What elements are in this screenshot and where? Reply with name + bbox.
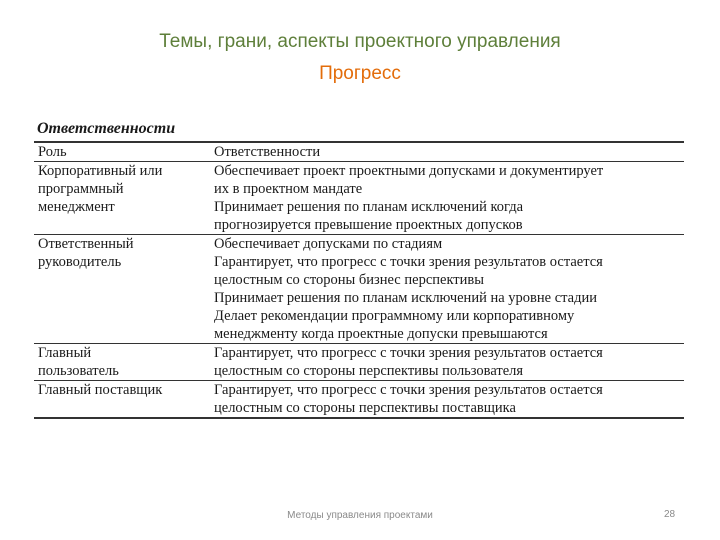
responsibility-line: Гарантирует, что прогресс с точки зрения результатов остается bbox=[214, 254, 603, 270]
slide-subtitle: Прогресс bbox=[319, 63, 401, 84]
responsibility-line: прогнозируется превышение проектных допусков bbox=[214, 217, 523, 233]
role-line: пользователь bbox=[38, 363, 119, 379]
role-cell bbox=[34, 235, 210, 344]
responsibility-line: Принимает решения по планам исключений когда bbox=[214, 199, 524, 215]
role-line: менеджмент bbox=[38, 199, 115, 215]
table-row bbox=[34, 344, 684, 381]
responsibility-line: Обеспечивает допусками по стадиям bbox=[214, 236, 443, 252]
table-row bbox=[34, 235, 684, 344]
section-heading: Ответственности bbox=[37, 120, 176, 137]
responsibility-line: целостным со стороны перспективы поставщика bbox=[214, 400, 516, 416]
responsibility-line: Принимает решения по планам исключений на уровне стадии bbox=[214, 290, 597, 306]
responsibility-line: их в проектном мандате bbox=[214, 181, 363, 197]
slide-title: Темы, грани, аспекты проектного управления bbox=[159, 31, 561, 52]
responsibility-line: целостным со стороны бизнес перспективы bbox=[214, 272, 484, 288]
responsibility-line: менеджменту когда проектные допуски превышаются bbox=[214, 326, 548, 342]
responsibilities-table bbox=[34, 141, 684, 419]
responsibility-line: Обеспечивает проект проектными допусками и документирует bbox=[214, 163, 604, 179]
responsibility-line: целостным со стороны перспективы пользователя bbox=[214, 363, 524, 379]
role-line: Главный поставщик bbox=[38, 382, 163, 398]
responsibility-line: Гарантирует, что прогресс с точки зрения результатов остается bbox=[214, 345, 603, 361]
header-role: Роль bbox=[38, 144, 67, 160]
role-cell bbox=[34, 162, 210, 235]
responsibility-cell bbox=[210, 381, 684, 419]
role-line: Главный bbox=[38, 345, 92, 361]
responsibility-line: Делает рекомендации программному или корпоративному bbox=[214, 308, 575, 324]
responsibility-cell bbox=[210, 235, 684, 344]
table-header-row bbox=[34, 143, 684, 162]
role-line: Ответственный bbox=[38, 236, 134, 252]
role-line: программный bbox=[38, 181, 124, 197]
role-line: Корпоративный или bbox=[38, 163, 163, 179]
responsibility-cell bbox=[210, 344, 684, 381]
role-cell bbox=[34, 381, 210, 419]
table-row bbox=[34, 162, 684, 235]
header-responsibilities: Ответственности bbox=[214, 144, 321, 160]
page-number: 28 bbox=[664, 509, 676, 520]
footer-text: Методы управления проектами bbox=[287, 510, 433, 521]
role-cell bbox=[34, 344, 210, 381]
responsibility-cell bbox=[210, 162, 684, 235]
role-line: руководитель bbox=[38, 254, 122, 270]
responsibility-line: Гарантирует, что прогресс с точки зрения результатов остается bbox=[214, 382, 603, 398]
table-row bbox=[34, 381, 684, 419]
